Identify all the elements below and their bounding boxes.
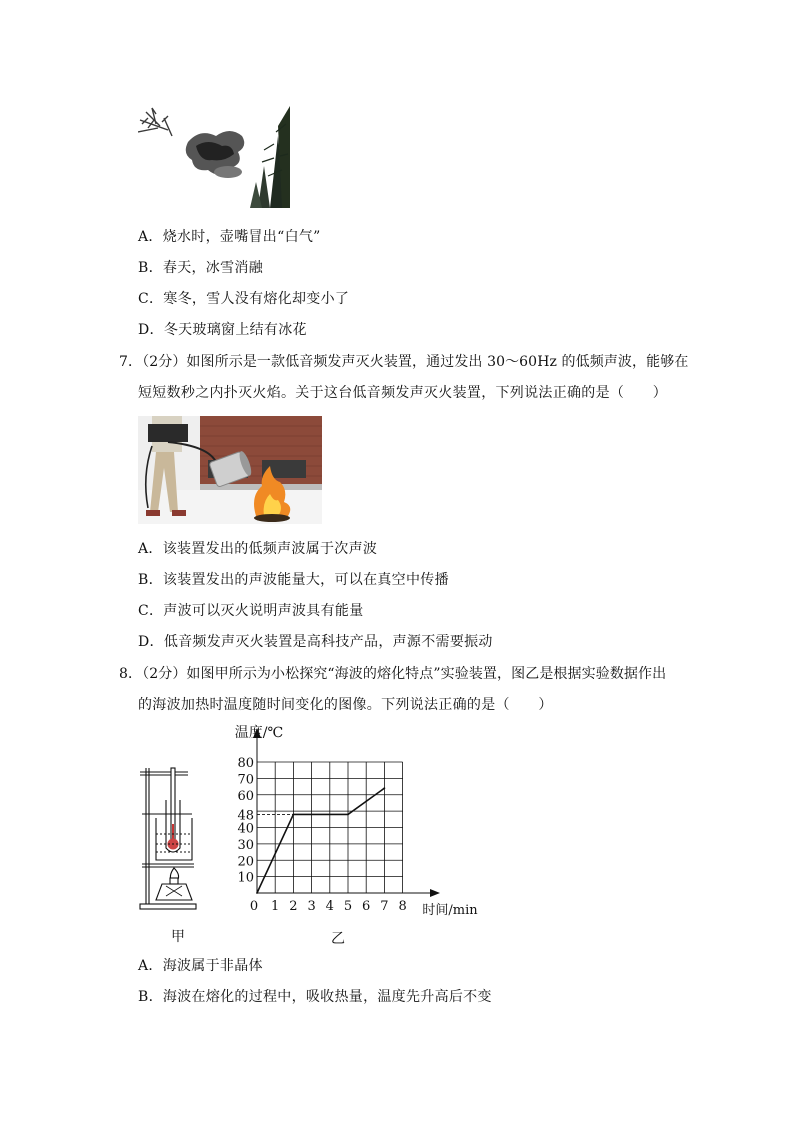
y-tick-label: 70 [237, 772, 254, 788]
y-tick-label: 20 [237, 854, 254, 870]
q8-option-a: A．海波属于非晶体 [138, 958, 263, 974]
q7-option-c: C．声波可以灭火说明声波具有能量 [138, 603, 364, 619]
q7-option-a: A．该装置发出的低频声波属于次声波 [138, 541, 378, 557]
x-tick-label: 2 [289, 899, 298, 914]
q6-option-c: C．寒冬，雪人没有熔化却变小了 [138, 291, 350, 307]
x-axis-arrow [430, 889, 440, 897]
figure-label-jia: 甲 [171, 929, 186, 945]
temperature-time-chart [222, 722, 484, 920]
y-tick-label: 40 [237, 821, 254, 837]
y-tick-label: 30 [237, 837, 254, 853]
sound-extinguisher-photo [138, 416, 322, 524]
q6-option-d: D．冬天玻璃窗上结有冰花 [138, 322, 307, 338]
figure-label-yi: 乙 [331, 931, 346, 947]
data-point [384, 787, 386, 789]
chart-svg [222, 722, 484, 920]
q7-option-b: B．该装置发出的声波能量大，可以在真空中传播 [138, 572, 449, 588]
x-tick-label: 0 [249, 899, 259, 914]
y-tick-label: 60 [237, 788, 254, 804]
q7-option-d: D．低音频发声灭火装置是高科技产品，声源不需要振动 [138, 634, 493, 650]
x-tick-label: 5 [343, 899, 353, 914]
y-tick-label: 10 [237, 870, 254, 886]
x-axis-label: 时间/min [422, 903, 478, 918]
series-line [257, 788, 384, 893]
y-tick-label: 48 [237, 808, 254, 824]
x-tick-label: 1 [271, 899, 280, 914]
x-tick-label: 3 [307, 899, 316, 914]
q7-stem-line2: 短短数秒之内扑灭火焰。关于这台低音频发声灭火装置，下列说法正确的是（ ） [138, 385, 668, 401]
q6-option-b: B．春天，冰雪消融 [138, 260, 263, 276]
q6-option-a: A．烧水时，壶嘴冒出“白气” [138, 229, 321, 245]
y-axis-label: 温度/℃ [234, 725, 284, 741]
x-tick-label: 8 [398, 899, 407, 914]
data-point [293, 814, 295, 816]
x-tick-label: 6 [362, 899, 371, 914]
q8-stem-line1: 8．（2分）如图甲所示为小松探究“海波的熔化特点”实验装置，图乙是根据实验数据作出 [119, 666, 667, 682]
data-point [256, 892, 258, 894]
x-tick-label: 7 [380, 899, 389, 914]
q7-stem-line1: 7．（2分）如图所示是一款低音频发声灭火装置，通过发出 30～60Hz 的低频声波，能够在 [119, 354, 689, 370]
data-point [347, 814, 349, 816]
q8-stem-line2: 的海波加热时温度随时间变化的图像。下列说法正确的是（ ） [138, 697, 553, 713]
x-tick-label: 4 [325, 899, 334, 914]
melting-apparatus-figure [136, 764, 198, 914]
ink-landscape-image [138, 106, 290, 208]
q8-option-b: B．海波在熔化的过程中，吸收热量，温度先升高后不变 [138, 989, 492, 1005]
y-tick-label: 80 [237, 756, 254, 771]
